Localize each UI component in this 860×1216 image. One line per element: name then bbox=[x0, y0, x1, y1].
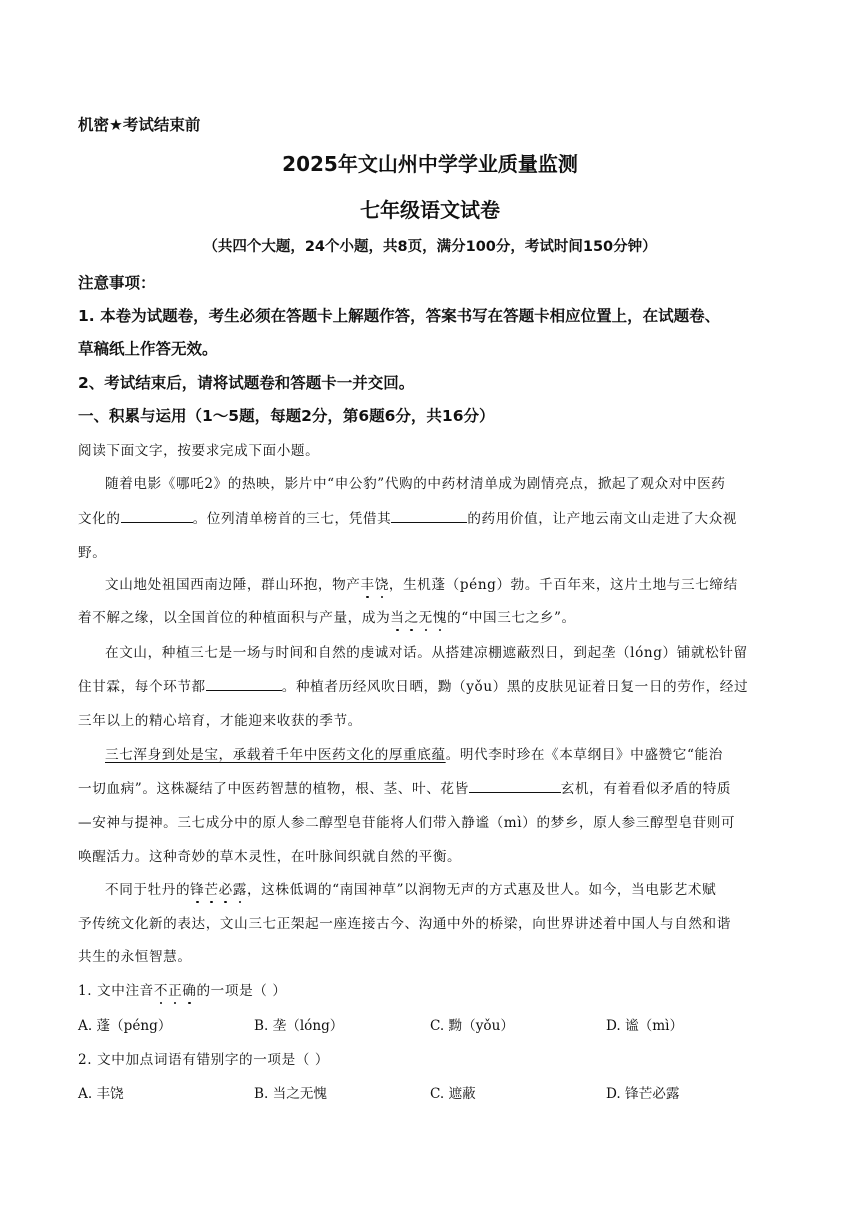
fill-blank-1 bbox=[121, 508, 193, 523]
notice-item-1-line-2: 草稿纸上作答无效。 bbox=[78, 340, 218, 358]
question-1-stem bbox=[78, 979, 287, 999]
question-2-option-d[interactable]: D. 锋芒必露 bbox=[606, 1086, 680, 1102]
passage-p4-line-4: 唤醒活力。这种奇妙的草木灵性，在叶脉间织就自然的平衡。 bbox=[78, 849, 462, 865]
fill-blank-2 bbox=[391, 508, 467, 523]
notice-item-1-line-1: 1. 本卷为试题卷，考生必须在答题卡上解题作答，答案书写在答题卡相应位置上，在试题卷、 bbox=[78, 307, 721, 325]
fill-blank-4 bbox=[469, 778, 561, 793]
passage-text: 的“中国三七之乡”。 bbox=[447, 610, 576, 626]
passage-p4-line-2 bbox=[78, 777, 731, 797]
passage-p1-line-2 bbox=[78, 507, 737, 527]
notice-item-2: 2、考试结束后，请将试题卷和答题卡一并交回。 bbox=[78, 374, 415, 392]
passage-p3-line-2 bbox=[78, 675, 748, 695]
passage-p4-line-3: —安神与提神。三七成分中的原人参二醇型皂苷能将人们带入静谧（mì）的梦乡，原人参三醇型皂苷则可 bbox=[78, 815, 736, 831]
passage-text: 文化的 bbox=[78, 511, 121, 527]
passage-text: 的药用价值，让产地云南文山走进了大众视 bbox=[467, 511, 737, 527]
question-2-option-c[interactable]: C. 遮蔽 bbox=[430, 1086, 476, 1102]
passage-p4-line-1 bbox=[105, 743, 723, 763]
passage-text: ，生机蓬（péng）勃。千百年来，这片土地与三七缔结 bbox=[388, 577, 738, 593]
question-2-stem: 2. 文中加点词语有错别字的一项是（ ） bbox=[78, 1052, 330, 1068]
passage-text: 不同于牡丹的 bbox=[105, 882, 191, 898]
confidential-label: 机密★考试结束前 bbox=[78, 116, 201, 134]
passage-p3-line-3: 三年以上的精心培育，才能迎来收获的季节。 bbox=[78, 713, 362, 729]
exam-subtitle: 七年级语文试卷 bbox=[360, 198, 500, 222]
passage-text: 。种植者历经风吹日晒，黝（yǒu）黑的皮肤见证着日复一日的劳作，经过 bbox=[281, 679, 749, 695]
passage-p5-line-2: 予传统文化新的表达，文山三七正架起一座连接古今、沟通中外的桥梁，向世界讲述着中国人与自然和谐 bbox=[78, 916, 731, 932]
question-1-option-b[interactable]: B. 垄（lóng） bbox=[254, 1018, 344, 1034]
passage-text: 玄机，有着看似矛盾的特质 bbox=[560, 781, 732, 797]
passage-text: 住甘霖，每个环节都 bbox=[78, 679, 206, 695]
dotted-word-buzhengque: 不正确 bbox=[154, 983, 197, 999]
exam-title: 2025年文山州中学学业质量监测 bbox=[282, 152, 578, 176]
passage-p2-line-1 bbox=[105, 573, 738, 593]
dotted-word-fengrao: 丰饶 bbox=[361, 577, 389, 593]
exam-info: （共四个大题，24个小题，共8页，满分100分，考试时间150分钟） bbox=[203, 239, 657, 255]
passage-text: ，这株低调的“南国神草”以润物无声的方式惠及世人。如今，当电影艺术赋 bbox=[246, 882, 717, 898]
passage-p3-line-1: 在文山，种植三七是一场与时间和自然的虔诚对话。从搭建凉棚遮蔽烈日，到起垄（lóng）铺就松针留 bbox=[105, 645, 748, 661]
passage-p1-line-1 bbox=[105, 472, 725, 492]
passage-p1-line-3: 野。 bbox=[78, 545, 107, 561]
passage-p5-line-1 bbox=[105, 878, 716, 898]
passage-text: 随着电影《哪吒2》的热映，影片中“申公豹”代购的中药材清单成为剧情亮点，掀起了观众对中医药 bbox=[105, 476, 726, 492]
passage-p5-line-3: 共生的永恒智慧。 bbox=[78, 949, 192, 965]
question-1-option-c[interactable]: C. 黝（yǒu） bbox=[430, 1018, 514, 1034]
passage-p2-line-2 bbox=[78, 606, 576, 626]
question-1-option-d[interactable]: D. 谧（mì） bbox=[606, 1018, 684, 1034]
question-text: 1. 文中注音 bbox=[78, 983, 154, 999]
question-2-option-b[interactable]: B. 当之无愧 bbox=[254, 1086, 328, 1102]
dotted-word-dangzhiwukui: 当之无愧 bbox=[390, 610, 447, 626]
passage-text: 一切血病”。这株凝结了中医药智慧的植物，根、茎、叶、花皆 bbox=[78, 781, 469, 797]
passage-text: 。位列清单榜首的三七，凭借其 bbox=[192, 511, 392, 527]
passage-text: 。明代李时珍在《本草纲目》中盛赞它“能治 bbox=[445, 747, 723, 763]
underlined-sentence: 三七浑身到处是宝，承载着千年中医药文化的厚重底蕴 bbox=[105, 747, 446, 763]
notice-heading: 注意事项： bbox=[78, 274, 156, 292]
section-1-instruction: 阅读下面文字，按要求完成下面小题。 bbox=[78, 443, 320, 459]
dotted-word-fengmangbilu: 锋芒必露 bbox=[190, 882, 247, 898]
question-1-option-a[interactable]: A. 蓬（péng） bbox=[78, 1018, 172, 1034]
question-2-option-a[interactable]: A. 丰饶 bbox=[78, 1086, 124, 1102]
passage-text: 着不解之缘，以全国首位的种植面积与产量，成为 bbox=[78, 610, 391, 626]
passage-text: 文山地处祖国西南边陲，群山环抱，物产 bbox=[105, 577, 361, 593]
question-text: 的一项是（ ） bbox=[196, 983, 287, 999]
fill-blank-3 bbox=[206, 676, 282, 691]
section-1-heading: 一、积累与运用（1～5题，每题2分，第6题6分，共16分） bbox=[78, 407, 495, 425]
